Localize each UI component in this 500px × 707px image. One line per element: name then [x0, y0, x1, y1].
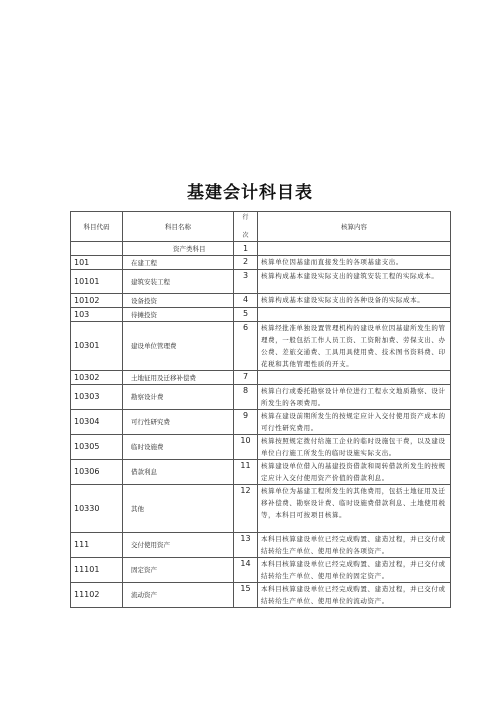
account-code: 10330 [71, 485, 123, 533]
header-line: 行 次 [234, 212, 258, 242]
table-row [71, 533, 451, 558]
account-name: 勘察设计费 [123, 385, 234, 410]
account-description: 核算经批准单独设置管理机构的建设单位因基建所发生的管理费，一般包括工作人员工资、工资附加费、劳保支出、办公费、差旅交通费、工具用具使用费、技术图书资料费、印花税和其他管理性质的开支。 [258, 322, 451, 371]
account-name: 设备投资 [123, 294, 234, 308]
account-name: 土地征用及迁移补偿费 [123, 371, 234, 385]
section-row [71, 242, 451, 256]
table-row [71, 435, 451, 460]
account-description [258, 371, 451, 385]
line-number: 13 [234, 533, 258, 558]
account-code: 10102 [71, 294, 123, 308]
account-name: 固定资产 [123, 558, 234, 583]
table-row [71, 256, 451, 270]
line-number: 5 [234, 308, 258, 322]
account-description: 核算构成基本建设实际支出的各种设备的实际成本。 [258, 294, 451, 308]
account-code: 10301 [71, 322, 123, 371]
line-number: 3 [234, 270, 258, 294]
line-number: 4 [234, 294, 258, 308]
line-number: 9 [234, 410, 258, 435]
account-code: 10305 [71, 435, 123, 460]
table-row [71, 485, 451, 533]
table-row [71, 583, 451, 608]
account-description: 本科目核算建设单位已经完成购置、建造过程，并已交付或结转给生产单位、使用单位的流动资产。 [258, 583, 451, 608]
account-description: 核算单位因基建而直接发生的各项基建支出。 [258, 256, 451, 270]
account-description: 本科目核算建设单位已经完成购置、建造过程，并已交付或结转给生产单位、使用单位的固定资产。 [258, 558, 451, 583]
line-number: 12 [234, 485, 258, 533]
header-desc: 核算内容 [258, 212, 451, 242]
line-number: 8 [234, 385, 258, 410]
account-name: 其他 [123, 485, 234, 533]
account-code: 10303 [71, 385, 123, 410]
line-number: 15 [234, 583, 258, 608]
line-number: 10 [234, 435, 258, 460]
account-description: 核算构成基本建设实际支出的建筑安装工程的实际成本。 [258, 270, 451, 294]
account-name: 待摊投资 [123, 308, 234, 322]
account-description: 本科目核算建设单位已经完成购置、建造过程，并已交付或结转给生产单位、使用单位的各项资产。 [258, 533, 451, 558]
line-number: 7 [234, 371, 258, 385]
account-description: 核算建设单位借入的基建投资借款和周转借款所发生的按规定应计入交付使用资产价值的借款利息。 [258, 460, 451, 485]
line-number: 2 [234, 256, 258, 270]
accounts-table [70, 211, 451, 608]
account-code: 10101 [71, 270, 123, 294]
header-code: 科目代码 [71, 212, 123, 242]
account-code: 103 [71, 308, 123, 322]
account-code: 10302 [71, 371, 123, 385]
table-row [71, 371, 451, 385]
line-number: 6 [234, 322, 258, 371]
table-row [71, 410, 451, 435]
table-row [71, 294, 451, 308]
account-name: 可行性研究费 [123, 410, 234, 435]
header-name: 科目名称 [123, 212, 234, 242]
account-description: 核算按照规定拨付给施工企业的临时设施包干费，以及建设单位自行施工所发生的临时设施实际支出。 [258, 435, 451, 460]
line-number: 11 [234, 460, 258, 485]
account-code: 101 [71, 256, 123, 270]
section-name: 资产类科目 [123, 242, 234, 256]
account-name: 建筑安装工程 [123, 270, 234, 294]
account-description: 核算单位为基建工程所发生的其他费用，包括土地征用及迁移补偿费、勘察设计费、临时设施费借款利息、土地使用税等，本科目可按项目核算。 [258, 485, 451, 533]
section-code [71, 242, 123, 256]
table-row [71, 308, 451, 322]
account-name: 借款利息 [123, 460, 234, 485]
account-description [258, 308, 451, 322]
account-code: 11101 [71, 558, 123, 583]
account-name: 交付使用资产 [123, 533, 234, 558]
section-desc [258, 242, 451, 256]
account-name: 在建工程 [123, 256, 234, 270]
account-name: 流动资产 [123, 583, 234, 608]
account-description: 核算在建设前期所发生的按规定应计入交付使用资产成本的可行性研究费用。 [258, 410, 451, 435]
line-number: 14 [234, 558, 258, 583]
table-row [71, 322, 451, 371]
table-row [71, 385, 451, 410]
table-row [71, 460, 451, 485]
account-name: 建设单位管理费 [123, 322, 234, 371]
account-name: 临时设施费 [123, 435, 234, 460]
table-row [71, 270, 451, 294]
account-code: 11102 [71, 583, 123, 608]
account-code: 10306 [71, 460, 123, 485]
account-code: 111 [71, 533, 123, 558]
table-header-row [71, 212, 451, 242]
table-row [71, 558, 451, 583]
account-code: 10304 [71, 410, 123, 435]
section-line: 1 [234, 242, 258, 256]
page-title: 基建会计科目表 [187, 183, 313, 203]
account-description: 核算自行或委托勘察设计单位进行工程水文地质勘察、设计所发生的各项费用。 [258, 385, 451, 410]
